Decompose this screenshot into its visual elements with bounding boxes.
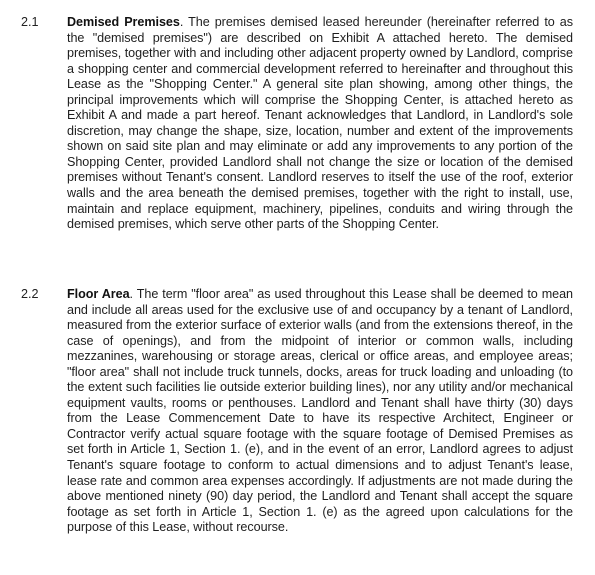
section-heading: Demised Premises	[67, 15, 180, 29]
section-text: . The term "floor area" as used throughout this Lease shall be deemed to mean and include all areas used for the exclusive use of and occupancy by a tenant of Landlord, measured from the exterior surface of exterior walls (and from the extensions thereof, in the case of openings), and from the midpoint of interior or common walls, including mezzanines, warehousing or storage areas, clerical or office areas, and employee areas; "floor area" shall not include truck tunnels, docks, areas for truck loading and unloading (to the extent such facilities lie outside exterior building lines), nor any utility and/or mechanical equipment vaults, rooms or penthouses. Landlord and Tenant shall have thirty (30) days from the Lease Commencement Date to have its respective Architect, Engineer or Contractor verify actual square footage with the square footage of Demised Premises as set forth in Article 1, Section 1. (e), and in the event of an error, Landlord agrees to adjust Tenant's square footage to conform to actual dimensions and to adjust Tenant's lease, lease rate and common area expenses accordingly. If adjustments are not made during the above mentioned ninety (90) day period, the Landlord and Tenant shall accept the square footage as set forth in Article 1, Section 1. (e) as the agreed upon calculations for the purpose of this Lease, without recourse.	[67, 287, 574, 535]
section-number: 2.2	[21, 287, 39, 301]
section-body	[67, 15, 573, 233]
section-body	[67, 287, 573, 536]
section-heading: Floor Area	[67, 287, 130, 301]
section-text: . The premises demised leased hereunder (hereinafter referred to as the "demised premises") are described on Exhibit A attached hereto. The demised premises, together with and including other adjacent property owned by Landlord, comprise a shopping center and commercial development referred to hereinafter and throughout this Lease as the "Shopping Center." A general site plan showing, among other things, the principal improvements which will comprise the Shopping Center, is attached hereto as Exhibit A and made a part hereof. Tenant acknowledges that Landlord, in Landlord's sole discretion, may change the shape, size, location, number and extent of the improvements shown on said site plan and may eliminate or add any improvements to any portion of the Shopping Center, provided Landlord shall not change the size or location of the demised premises without Tenant's consent. Landlord reserves to itself the use of the roof, exterior walls and the area beneath the demised premises, together with the right to install, use, maintain and replace equipment, machinery, pipelines, conduits and wiring through the demised premises, which serve other parts of the Shopping Center.	[67, 15, 573, 232]
section-number: 2.1	[21, 15, 39, 29]
